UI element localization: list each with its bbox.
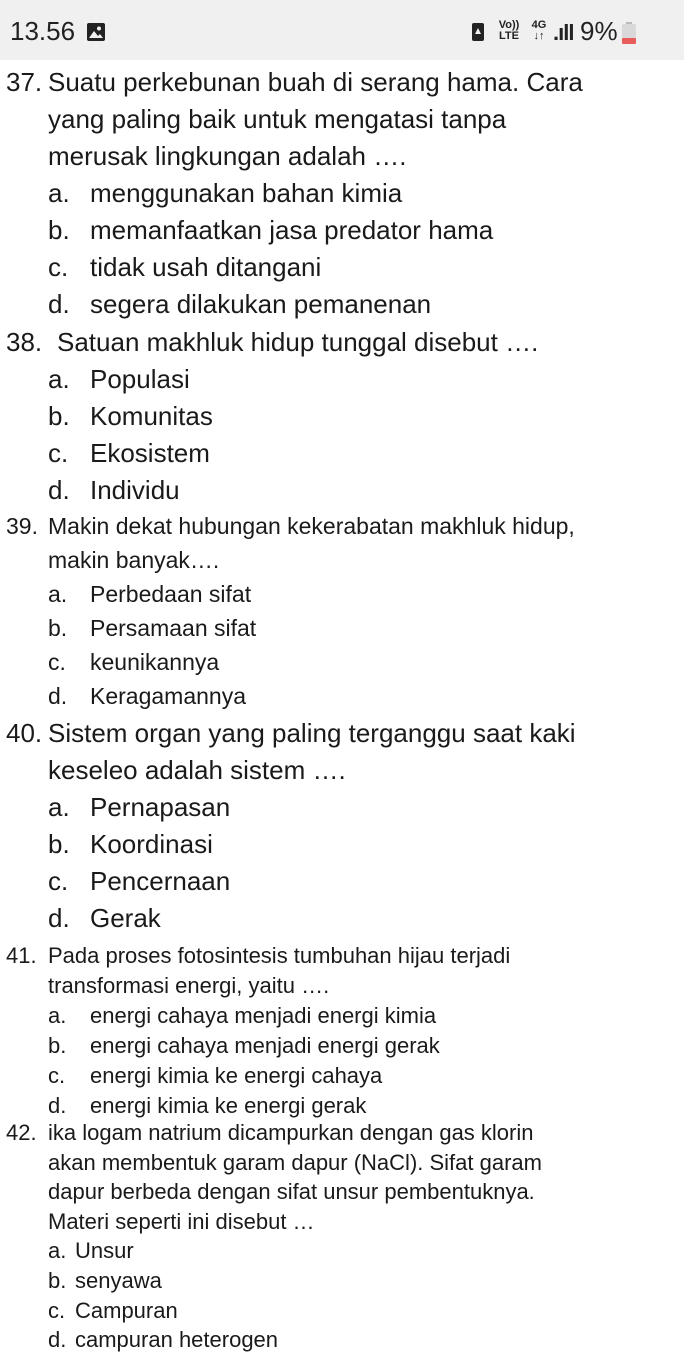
answer-option-c[interactable] — [0, 1298, 684, 1328]
answer-option-d[interactable] — [0, 903, 684, 940]
option-letter: d. — [48, 683, 68, 709]
option-text: Koordinasi — [90, 829, 213, 859]
option-text: menggunakan bahan kimia — [90, 178, 403, 208]
question-text-line: keseleo adalah sistem …. — [48, 755, 346, 785]
option-text: Ekosistem — [90, 438, 210, 468]
option-letter: b. — [48, 401, 70, 431]
question-text-line: akan membentuk garam dapur (NaCl). Sifat garam — [48, 1149, 542, 1175]
notification-icon — [471, 22, 485, 42]
option-letter: d. — [48, 289, 70, 319]
question-number: 40. — [6, 718, 43, 748]
question-text-line: transformasi energi, yaitu …. — [48, 973, 330, 998]
question-text-line: Suatu perkebunan buah di serang hama. Cara — [48, 67, 583, 97]
option-letter: c. — [48, 1297, 66, 1323]
signal-icon: .ıll — [553, 20, 574, 45]
answer-option-a[interactable] — [0, 1238, 684, 1268]
answer-option-b[interactable] — [0, 615, 684, 649]
answer-option-b[interactable] — [0, 401, 684, 438]
question-number: 39. — [6, 513, 38, 539]
option-text: keunikannya — [90, 649, 220, 675]
option-letter: d. — [48, 903, 70, 933]
answer-option-c[interactable] — [0, 252, 684, 289]
question-text-line: Satuan makhluk hidup tunggal disebut …. — [57, 327, 539, 357]
answer-option-c[interactable] — [0, 649, 684, 683]
option-text: Populasi — [90, 364, 190, 394]
gallery-icon — [86, 22, 106, 42]
option-text: segera dilakukan pemanenan — [90, 289, 432, 319]
option-text: Komunitas — [90, 401, 213, 431]
option-letter: c. — [48, 1063, 66, 1088]
option-text: energi cahaya menjadi energi gerak — [90, 1033, 440, 1058]
question-number: 38. — [6, 327, 43, 357]
answer-option-a[interactable] — [0, 792, 684, 829]
option-letter: d. — [48, 1327, 67, 1353]
question-text-line: Makin dekat hubungan kekerabatan makhluk hidup, — [48, 513, 575, 539]
option-text: tidak usah ditangani — [90, 252, 322, 282]
answer-option-b[interactable] — [0, 1268, 684, 1298]
option-letter: a. — [48, 581, 68, 607]
answer-option-d[interactable] — [0, 475, 684, 512]
option-text: Unsur — [75, 1238, 134, 1264]
answer-option-a[interactable] — [0, 1003, 684, 1033]
question-number: 37. — [6, 67, 43, 97]
option-text: Gerak — [90, 903, 161, 933]
option-letter: b. — [48, 615, 68, 641]
data-indicator: 4G ↓↑ — [531, 19, 547, 42]
answer-option-d[interactable] — [0, 1327, 684, 1357]
option-text: campuran heterogen — [75, 1327, 279, 1353]
answer-option-c[interactable] — [0, 866, 684, 903]
question-number: 41. — [6, 943, 37, 968]
option-letter: b. — [48, 829, 70, 859]
option-text: Individu — [90, 475, 180, 505]
question-text-line: dapur berbeda dengan sifat unsur pembentuknya. — [48, 1179, 535, 1205]
option-text: memanfaatkan jasa predator hama — [90, 215, 494, 245]
option-text: Persamaan sifat — [90, 615, 257, 641]
option-letter: a. — [48, 178, 70, 208]
question-text-line: merusak lingkungan adalah …. — [48, 141, 407, 171]
option-text: Pernapasan — [90, 792, 231, 822]
volte-indicator: Vo)) LTE — [498, 19, 520, 42]
option-letter: b. — [48, 1268, 67, 1293]
option-letter: d. — [48, 1093, 67, 1118]
answer-option-d[interactable] — [0, 683, 684, 717]
option-text: Keragamannya — [90, 683, 246, 709]
option-letter: b. — [48, 1033, 67, 1058]
option-text: Pencernaan — [90, 866, 231, 896]
option-letter: c. — [48, 649, 66, 675]
option-text: Perbedaan sifat — [90, 581, 252, 607]
question-text-line: Sistem organ yang paling terganggu saat kaki — [48, 718, 576, 748]
option-text: senyawa — [75, 1268, 162, 1293]
option-letter: a. — [48, 1003, 67, 1028]
answer-option-b[interactable] — [0, 829, 684, 866]
option-letter: a. — [48, 1238, 67, 1264]
option-letter: a. — [48, 792, 70, 822]
option-letter: d. — [48, 475, 70, 505]
option-text: energi kimia ke energi cahaya — [90, 1063, 383, 1088]
answer-option-a[interactable] — [0, 364, 684, 401]
question-text-line: yang paling baik untuk mengatasi tanpa — [48, 104, 507, 134]
option-text: Campuran — [75, 1297, 178, 1323]
option-letter: c. — [48, 438, 69, 468]
option-letter: c. — [48, 866, 69, 896]
answer-option-b[interactable] — [0, 1033, 684, 1063]
answer-option-c[interactable] — [0, 1063, 684, 1093]
battery-icon — [622, 22, 636, 44]
status-bar — [0, 0, 684, 60]
option-letter: b. — [48, 215, 70, 245]
answer-option-d[interactable] — [0, 289, 684, 326]
option-letter: c. — [48, 252, 69, 282]
answer-option-c[interactable] — [0, 438, 684, 475]
question-text-line: makin banyak…. — [48, 547, 220, 573]
option-text: energi cahaya menjadi energi kimia — [90, 1003, 437, 1028]
answer-option-b[interactable] — [0, 215, 684, 252]
option-letter: a. — [48, 364, 70, 394]
answer-option-d[interactable] — [0, 1093, 684, 1123]
question-number: 42. — [6, 1120, 37, 1145]
question-text-line: ika logam natrium dicampurkan dengan gas klorin — [48, 1120, 534, 1145]
question-text-line: Pada proses fotosintesis tumbuhan hijau terjadi — [48, 943, 511, 968]
answer-option-a[interactable] — [0, 178, 684, 215]
answer-option-a[interactable] — [0, 581, 684, 615]
status-time: 13.56 — [10, 16, 76, 46]
question-text-line: Materi seperti ini disebut … — [48, 1208, 315, 1234]
battery-percent: 9% — [580, 16, 618, 46]
option-text: energi kimia ke energi gerak — [90, 1093, 367, 1118]
